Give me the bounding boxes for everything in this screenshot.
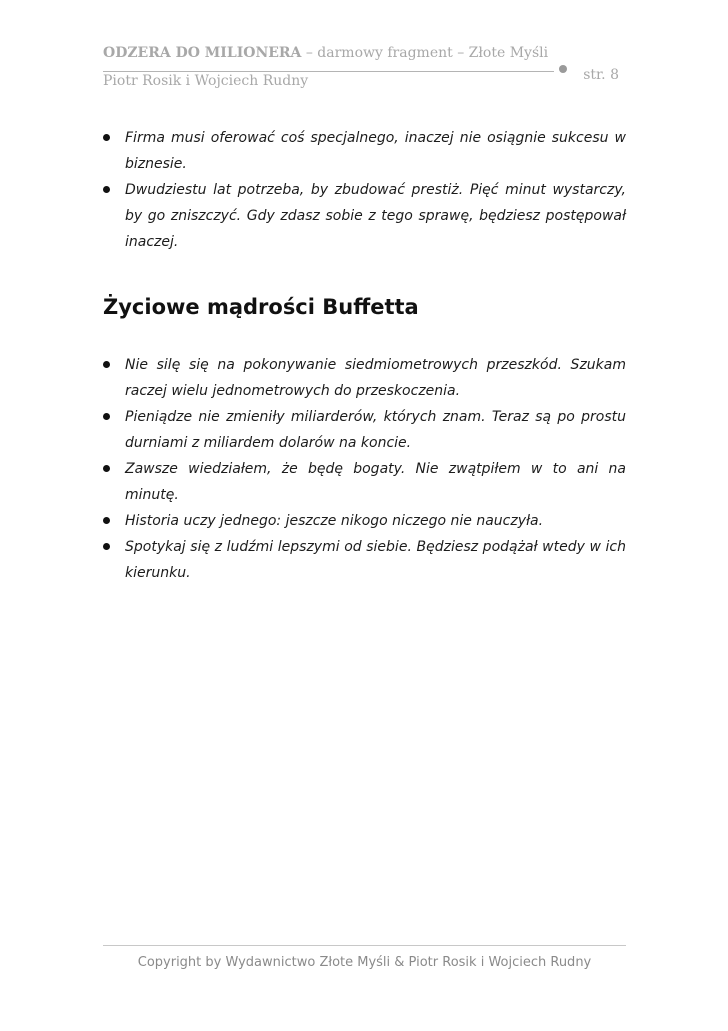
footer-rule — [103, 945, 626, 946]
list-item — [103, 456, 626, 508]
list-item-text: Zawsze wiedziałem, że będę bogaty. Nie zwątpiłem w to ani na minutę. — [125, 461, 626, 503]
list-item — [103, 508, 626, 534]
bullet-icon — [103, 186, 110, 193]
list-item-text: Dwudziestu lat potrzeba, by zbudować prestiż. Pięć minut wystarczy, by go zniszczyć. Gdy zdasz sobie z tego sprawę, będziesz postępował inaczej. — [125, 182, 626, 250]
list-item — [103, 352, 626, 404]
page-header — [103, 43, 627, 93]
header-authors: Piotr Rosik i Wojciech Rudny — [103, 73, 309, 89]
list-item-text: Nie silę się na pokonywanie siedmiometrowych przeszkód. Szukam raczej wielu jednometrowych do przeskoczenia. — [125, 357, 626, 399]
bullet-icon — [103, 134, 110, 141]
bullet-icon — [103, 465, 110, 472]
list-item-text: Firma musi oferować coś specjalnego, inaczej nie osiągnie sukcesu w biznesie. — [125, 130, 626, 172]
list-item-text: Pieniądze nie zmieniły miliarderów, których znam. Teraz są po prostu durniami z miliardem dolarów na koncie. — [125, 409, 626, 451]
intro-bullet-list — [103, 125, 626, 255]
bullet-icon — [103, 543, 110, 550]
bullet-icon — [103, 517, 110, 524]
bullet-icon — [103, 361, 110, 368]
list-item — [103, 534, 626, 586]
section-heading: Życiowe mądrości Buffetta — [103, 295, 419, 319]
book-title: ODZERA DO MILIONERA — [103, 45, 302, 61]
list-item — [103, 125, 626, 177]
footer-copyright: Copyright by Wydawnictwo Złote Myśli & Piotr Rosik i Wojciech Rudny — [137, 955, 592, 970]
section-bullet-list — [103, 352, 626, 586]
list-item — [103, 177, 626, 255]
header-dot-icon — [559, 65, 567, 73]
header-rule — [103, 71, 554, 72]
header-title-line — [103, 45, 548, 61]
list-item-text: Spotykaj się z ludźmi lepszymi od siebie. Będziesz podążał wtedy w ich kierunku. — [125, 539, 626, 581]
list-item-text: Historia uczy jednego: jeszcze nikogo niczego nie nauczyła. — [125, 513, 544, 529]
page-number: str. 8 — [583, 67, 619, 83]
list-item — [103, 404, 626, 456]
bullet-icon — [103, 413, 110, 420]
header-subtitle: – darmowy fragment – Złote Myśli — [301, 45, 549, 61]
document-content — [103, 125, 626, 586]
